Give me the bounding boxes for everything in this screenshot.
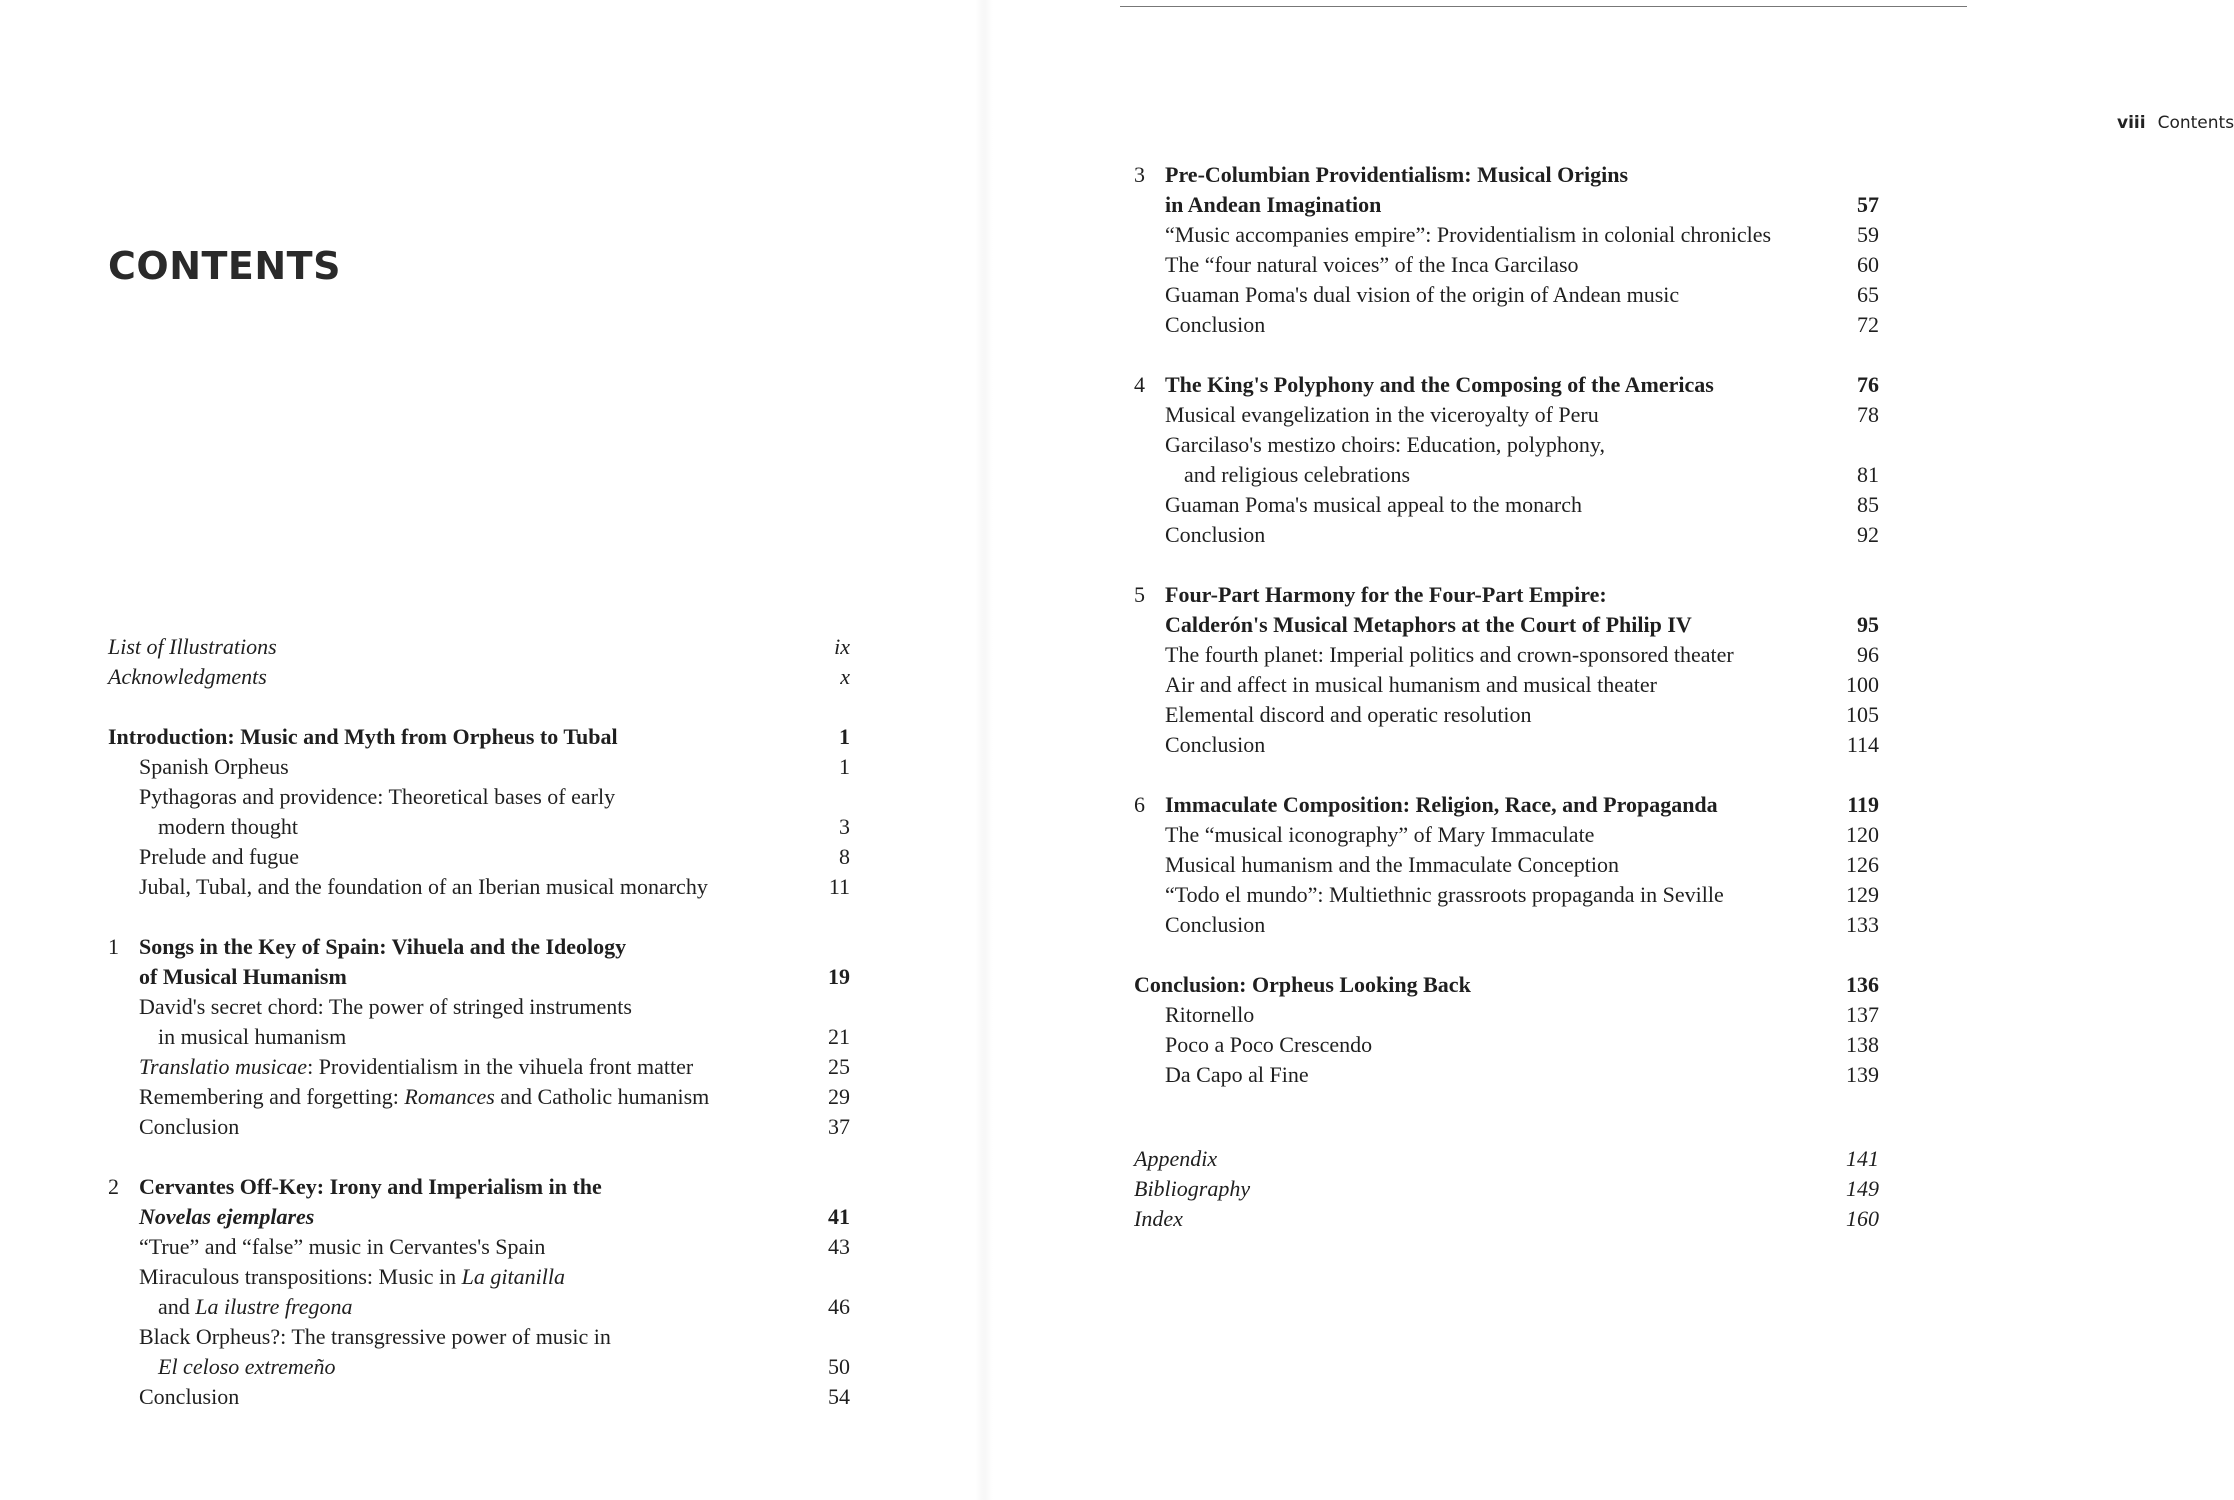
- section-page: 137: [1846, 1002, 1879, 1027]
- section-page: 3: [839, 814, 850, 839]
- section-page: 65: [1857, 282, 1879, 307]
- section-page: 1: [839, 754, 850, 779]
- section-page: 138: [1846, 1032, 1879, 1057]
- toc-section-cont[interactable]: [108, 1022, 850, 1052]
- toc-section[interactable]: [1134, 310, 1879, 340]
- section-title-cont: El celoso extremeño: [158, 1354, 336, 1379]
- chapter-page: 19: [828, 964, 850, 989]
- toc-section[interactable]: [108, 1082, 850, 1112]
- chapter-page: 119: [1847, 792, 1879, 817]
- toc-section[interactable]: [1134, 400, 1879, 430]
- section-page: 100: [1846, 672, 1879, 697]
- toc-chapter-heading-cont[interactable]: [108, 962, 850, 992]
- italic-term: La ilustre fregona: [195, 1294, 353, 1319]
- chapter-number: 3: [1134, 162, 1145, 187]
- running-head-label: Contents: [2157, 113, 2234, 133]
- toc-chapter-heading[interactable]: [1134, 160, 1879, 190]
- section-title: Conclusion: [139, 1384, 240, 1409]
- toc-section[interactable]: [1134, 850, 1879, 880]
- toc-section[interactable]: [108, 1232, 850, 1262]
- entry-page: 160: [1846, 1206, 1879, 1231]
- toc-section[interactable]: [108, 1382, 850, 1412]
- chapter-number: 4: [1134, 372, 1145, 397]
- running-head: [2117, 113, 2234, 133]
- chapter-title: Cervantes Off-Key: Irony and Imperialism in the: [139, 1174, 602, 1199]
- toc-chapter-heading[interactable]: [108, 1172, 850, 1202]
- section-title: Black Orpheus?: The transgressive power of music in: [139, 1324, 611, 1349]
- section-page: 114: [1846, 732, 1879, 757]
- section-page: 59: [1857, 222, 1879, 247]
- toc-chapter-heading-cont[interactable]: [1134, 190, 1879, 220]
- entry-title: Appendix: [1134, 1146, 1218, 1171]
- section-page: 60: [1857, 252, 1879, 277]
- toc-section-cont[interactable]: [108, 1352, 850, 1382]
- chapter-title: Pre-Columbian Providentialism: Musical Origins: [1165, 162, 1629, 187]
- section-title-post: and Catholic humanism: [494, 1084, 710, 1109]
- section-title: “Todo el mundo”: Multiethnic grassroots propaganda in Seville: [1165, 882, 1724, 907]
- italic-term: La gitanilla: [461, 1264, 565, 1289]
- section-page: 25: [828, 1054, 850, 1079]
- section-page: 29: [828, 1084, 850, 1109]
- page-folio: viii: [2117, 113, 2146, 133]
- section-page: 78: [1857, 402, 1879, 427]
- section-title: [139, 1082, 709, 1112]
- section-page: 129: [1846, 882, 1879, 907]
- section-page: 46: [828, 1294, 850, 1319]
- section-title-cont: in musical humanism: [158, 1024, 347, 1049]
- toc-section[interactable]: [108, 1322, 850, 1352]
- section-title-cont: and religious celebrations: [1184, 462, 1411, 487]
- section-page: 81: [1857, 462, 1879, 487]
- chapter-number: 5: [1134, 582, 1145, 607]
- section-page: 105: [1846, 702, 1879, 727]
- toc-section-cont[interactable]: [108, 812, 850, 842]
- toc-conclusion-heading[interactable]: [1134, 970, 1879, 1000]
- entry-page: ix: [834, 634, 850, 659]
- entry-page: 136: [1846, 972, 1879, 997]
- section-title-pre: and: [158, 1294, 196, 1319]
- section-page: 43: [828, 1234, 850, 1259]
- chapter-page: 57: [1857, 192, 1879, 217]
- section-title: Conclusion: [1165, 522, 1266, 547]
- section-title: The fourth planet: Imperial politics and crown-sponsored theater: [1165, 642, 1734, 667]
- section-page: 96: [1857, 642, 1879, 667]
- toc-section[interactable]: [1134, 640, 1879, 670]
- toc-section[interactable]: [108, 1052, 850, 1082]
- section-title: Da Capo al Fine: [1165, 1062, 1309, 1087]
- section-title: Musical evangelization in the viceroyalty of Peru: [1165, 402, 1599, 427]
- section-page: 139: [1846, 1062, 1879, 1087]
- section-title: Guaman Poma's dual vision of the origin of Andean music: [1165, 282, 1680, 307]
- chapter-page: 76: [1857, 372, 1879, 397]
- section-page: 50: [828, 1354, 850, 1379]
- section-title: Guaman Poma's musical appeal to the monarch: [1165, 492, 1582, 517]
- section-title: [139, 1262, 565, 1292]
- chapter-page: 41: [828, 1204, 850, 1229]
- toc-section[interactable]: [1134, 220, 1879, 250]
- toc-right: [1134, 160, 1879, 1234]
- section-page: 85: [1857, 492, 1879, 517]
- section-title: Poco a Poco Crescendo: [1165, 1032, 1373, 1057]
- toc-chapter-heading-cont[interactable]: [1134, 610, 1879, 640]
- section-title-pre: Remembering and forgetting:: [139, 1084, 405, 1109]
- section-page: 11: [828, 874, 850, 899]
- toc-entry-front-matter[interactable]: [108, 662, 850, 692]
- chapter-title-cont: of Musical Humanism: [139, 964, 347, 989]
- section-title: “Music accompanies empire”: Providentialism in colonial chronicles: [1165, 222, 1772, 247]
- section-title: Elemental discord and operatic resolution: [1165, 702, 1532, 727]
- toc-entry-back-matter[interactable]: [1134, 1144, 1879, 1174]
- section-title: [139, 1052, 693, 1082]
- toc-section[interactable]: [1134, 730, 1879, 760]
- section-title: Musical humanism and the Immaculate Conception: [1165, 852, 1619, 877]
- toc-section[interactable]: [108, 1262, 850, 1292]
- chapter-number: 2: [108, 1174, 119, 1199]
- toc-section[interactable]: [108, 1112, 850, 1142]
- section-title: Conclusion: [1165, 312, 1266, 337]
- section-title: David's secret chord: The power of stringed instruments: [139, 994, 632, 1019]
- entry-title: Introduction: Music and Myth from Orpheus to Tubal: [108, 724, 618, 749]
- toc-introduction-heading[interactable]: [108, 722, 850, 752]
- entry-page: 149: [1846, 1176, 1879, 1201]
- section-title: “True” and “false” music in Cervantes's Spain: [139, 1234, 546, 1259]
- section-page: 72: [1857, 312, 1879, 337]
- section-title: Jubal, Tubal, and the foundation of an Iberian musical monarchy: [139, 874, 708, 899]
- section-page: 8: [839, 844, 850, 869]
- section-page: 21: [828, 1024, 850, 1049]
- section-title: Conclusion: [139, 1114, 240, 1139]
- italic-term: Romances: [404, 1084, 495, 1109]
- section-title: Conclusion: [1165, 732, 1266, 757]
- section-title-pre: Miraculous transpositions: Music in: [139, 1264, 462, 1289]
- section-title: Ritornello: [1165, 1002, 1255, 1027]
- italic-term: Translatio musicae: [139, 1054, 308, 1079]
- toc-section[interactable]: [1134, 430, 1879, 460]
- toc-entry-back-matter[interactable]: [1134, 1174, 1879, 1204]
- toc-chapter-heading[interactable]: [1134, 580, 1879, 610]
- toc-section[interactable]: [1134, 280, 1879, 310]
- entry-page: 1: [839, 724, 850, 749]
- toc-section[interactable]: [1134, 250, 1879, 280]
- chapter-title: Immaculate Composition: Religion, Race, and Propaganda: [1165, 792, 1718, 817]
- section-page: 37: [828, 1114, 850, 1139]
- chapter-title-cont: in Andean Imagination: [1165, 192, 1382, 217]
- toc-entry-back-matter[interactable]: [1134, 1204, 1879, 1234]
- entry-page: x: [840, 664, 850, 689]
- chapter-number: 6: [1134, 792, 1145, 817]
- chapter-title-cont: Novelas ejemplares: [139, 1204, 315, 1229]
- section-title-rest: : Providentialism in the vihuela front matter: [307, 1054, 694, 1079]
- toc-section[interactable]: [108, 782, 850, 812]
- toc-section[interactable]: [1134, 910, 1879, 940]
- entry-title: List of Illustrations: [108, 634, 277, 659]
- toc-section[interactable]: [1134, 1030, 1879, 1060]
- toc-section[interactable]: [108, 752, 850, 782]
- section-title: Air and affect in musical humanism and musical theater: [1165, 672, 1657, 697]
- page-title: CONTENTS: [108, 244, 341, 288]
- toc-left: [108, 632, 850, 1412]
- toc-section-cont[interactable]: [1134, 460, 1879, 490]
- section-page: 54: [828, 1384, 850, 1409]
- toc-section[interactable]: [1134, 820, 1879, 850]
- section-title-cont: [158, 1292, 353, 1322]
- section-page: 92: [1857, 522, 1879, 547]
- toc-section[interactable]: [108, 992, 850, 1022]
- chapter-title: The King's Polyphony and the Composing of the Americas: [1165, 372, 1714, 397]
- toc-chapter-heading[interactable]: [1134, 790, 1879, 820]
- toc-section[interactable]: [108, 842, 850, 872]
- toc-section[interactable]: [1134, 700, 1879, 730]
- section-title: Garcilaso's mestizo choirs: Education, polyphony,: [1165, 432, 1605, 457]
- chapter-title-cont: Calderón's Musical Metaphors at the Court of Philip IV: [1165, 612, 1692, 637]
- section-title: The “musical iconography” of Mary Immaculate: [1165, 822, 1595, 847]
- section-title: Prelude and fugue: [139, 844, 300, 869]
- entry-title: Bibliography: [1134, 1176, 1251, 1201]
- toc-section[interactable]: [108, 872, 850, 902]
- section-page: 120: [1846, 822, 1879, 847]
- chapter-page: 95: [1857, 612, 1879, 637]
- toc-section[interactable]: [1134, 520, 1879, 550]
- section-title: Pythagoras and providence: Theoretical bases of early: [139, 784, 616, 809]
- toc-entry-front-matter[interactable]: [108, 632, 850, 662]
- section-title: The “four natural voices” of the Inca Garcilaso: [1165, 252, 1579, 277]
- toc-section[interactable]: [1134, 1000, 1879, 1030]
- entry-title: Conclusion: Orpheus Looking Back: [1134, 972, 1471, 997]
- entry-page: 141: [1846, 1146, 1879, 1171]
- section-title: Conclusion: [1165, 912, 1266, 937]
- toc-section[interactable]: [1134, 1060, 1879, 1090]
- section-page: 126: [1846, 852, 1879, 877]
- entry-title: Index: [1134, 1206, 1183, 1231]
- chapter-title: Four-Part Harmony for the Four-Part Empire:: [1165, 582, 1607, 607]
- toc-section[interactable]: [1134, 880, 1879, 910]
- left-page: [0, 0, 983, 1500]
- section-title: Spanish Orpheus: [139, 754, 289, 779]
- toc-chapter-heading[interactable]: [1134, 370, 1879, 400]
- section-title-cont: modern thought: [158, 814, 298, 839]
- toc-section[interactable]: [1134, 670, 1879, 700]
- toc-chapter-heading[interactable]: [108, 932, 850, 962]
- chapter-number: 1: [108, 934, 119, 959]
- section-page: 133: [1846, 912, 1879, 937]
- entry-title: Acknowledgments: [108, 664, 267, 689]
- toc-section[interactable]: [1134, 490, 1879, 520]
- toc-chapter-heading-cont[interactable]: [108, 1202, 850, 1232]
- chapter-title: Songs in the Key of Spain: Vihuela and the Ideology: [139, 934, 627, 959]
- toc-section-cont[interactable]: [108, 1292, 850, 1322]
